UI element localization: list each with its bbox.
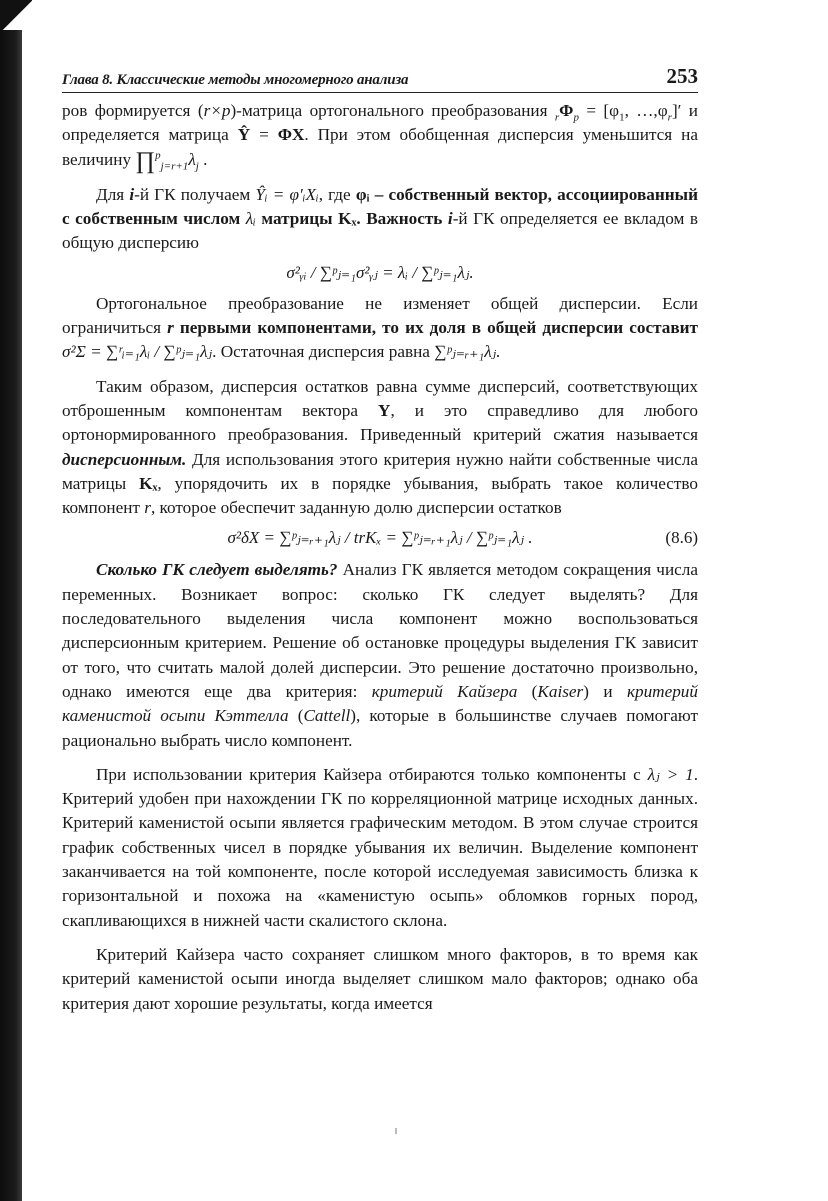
text: Для [96,184,130,204]
equation-number: (8.6) [665,528,698,548]
text: Φ [559,101,574,120]
spacer [62,933,698,943]
paragraph-3 [62,292,698,365]
text: ]′ и определяется матрица [62,101,699,145]
term-dispersion: дисперсионным. [62,449,187,469]
text: r [144,498,151,518]
paragraph-6 [62,763,698,933]
text: j=r+1 [160,160,189,173]
product-formula [135,147,208,174]
text: p [155,148,161,161]
page-number: 253 [666,64,698,88]
equation-8-6 [62,522,698,554]
book-page [62,64,698,1016]
text: . [198,149,208,169]
text: ( [288,706,304,726]
kaiser-condition: λⱼ > 1 [647,764,694,784]
text: φᵢ [355,184,370,204]
text: -й ГК определяется ее вкладом в общую дисперсию [62,209,699,253]
page-header [62,64,698,93]
text: Ŷ [237,125,251,145]
text: , где [318,184,356,204]
text: , …,φ [624,101,668,120]
text: λ [188,149,196,169]
text: . При этом обобщенная дисперсия уменьшится на величину [62,125,698,169]
text: , упорядочить их в порядке убывания, выбрать такое количество компонент [62,473,698,518]
text: . Важность [356,209,448,229]
text: r [554,111,560,124]
text: ( [517,681,538,701]
residual-share-formula: σ²δX = ∑ᵖⱼ₌ᵣ₊₁λⱼ / trKₓ = ∑ᵖⱼ₌ᵣ₊₁λⱼ / ∑ᵖⱼ₌₁λⱼ . [227,528,533,548]
text: ров формируется ( [62,101,204,120]
term-cattell: критерий каменистой осыпи Кэттелла [62,681,698,726]
text: . Критерий удобен при нахождении ГК по корреляционной матрице исходных данных. Критерий каменистой осыпи является графическим методом. В этом случае строится график собственных чисел в порядке убывания их величин. Выделение компонент заканчивается на той компоненте, после которой исследуемая зависимость близка к горизонтальной и похожа на «каменистую осыпь» обломков горных пород, скапливающихся в нижней части скалистого склона. [62,764,698,930]
spacer [62,753,698,763]
paragraph-7: Критерий Кайзера часто сохраняет слишком много факторов, в то время как критерий каменистой осыпи иногда выделяет слишком мало факторов; однако оба критерия дают хорошие результаты, когда имеется [62,944,698,1013]
text: Kₓ [338,209,357,229]
text: i [447,209,453,229]
text: )-матрица ортогонального преобразования [230,101,555,120]
text: ), которые в большинстве случаев помогают рационально выбрать число компонент. [62,706,699,750]
text: , и это справедливо для любого ортонормированного преобразования. Приведенный критерий сжатия называется [62,400,698,445]
running-title: Глава 8. Классические методы многомерного анализа [62,72,409,88]
scan-binding-edge [0,30,22,1201]
text: ∏ [135,147,156,174]
text: r×p [203,101,231,120]
term-kaiser: критерий Кайзера [371,681,518,701]
text: -й ГК получаем [134,184,256,204]
text: i [129,184,135,204]
text: . Остаточная дисперсия равна [212,342,435,362]
text: При использовании критерия Кайзера отбираются только компоненты с [96,764,648,784]
text: p [573,111,579,124]
text: – собственный вектор, ассоциированный с собственным числом [62,184,698,229]
variance-share-formula: σ²ᵧᵢ / ∑ᵖⱼ₌₁σ²ᵧⱼ = λᵢ / ∑ᵖⱼ₌₁λⱼ. [286,262,474,282]
text: = [250,125,278,145]
scan-speck [395,1128,397,1134]
text: r [667,111,672,124]
spacer [62,173,698,183]
text: Cattell [303,706,351,726]
projection-formula: Ŷᵢ = φ′ᵢXᵢ [255,184,319,204]
text: λᵢ [245,209,256,229]
text: 1 [619,111,625,124]
text: первыми компонентами, то их доля в общей дисперсии составит [173,318,698,338]
section-heading: Сколько ГК следует выделять? [96,560,338,580]
residual-variance-formula: ∑ᵖⱼ₌ᵣ₊₁λⱼ. [434,342,501,362]
text: Kaiser [537,681,584,701]
text: Y [378,400,391,420]
spacer [62,365,698,375]
text: Kₓ [139,473,158,493]
paragraph-5 [62,558,698,752]
text: ) и [583,681,627,701]
text: r [167,318,174,338]
paragraph-4 [62,375,698,521]
text: ΦX [277,125,305,145]
text: Ортогональное преобразование не изменяет общей дисперсии. Если ограничиться [62,293,698,338]
paragraph-2 [62,183,698,256]
text: Для использования этого критерия нужно найти собственные числа матрицы [62,449,698,493]
text: Анализ ГК является методом сокращения числа переменных. Возникает вопрос: сколько ГК следует выделять? Для последовательного выделения числа компонент можно воспользоваться дисперсионным критерием. Решение об остановке процедуры выделения ГК зависит от того, что считать малой долей дисперсии. Это решение достаточно произвольно, однако имеются еще два критерия: [62,560,698,701]
paragraph-1 [62,99,698,173]
text: j [195,160,199,173]
text: Таким образом, дисперсия остатков равна сумме дисперсий, соответствующих отброшенным компонентам вектора [62,376,698,420]
text: = [φ [578,101,620,120]
text: , которое обеспечит заданную долю дисперсии остатков [150,498,562,518]
text: матрицы [255,209,339,229]
cumulative-share-formula: σ²Σ = ∑ʳᵢ₌₁λᵢ / ∑ᵖⱼ₌₁λⱼ [62,342,213,362]
